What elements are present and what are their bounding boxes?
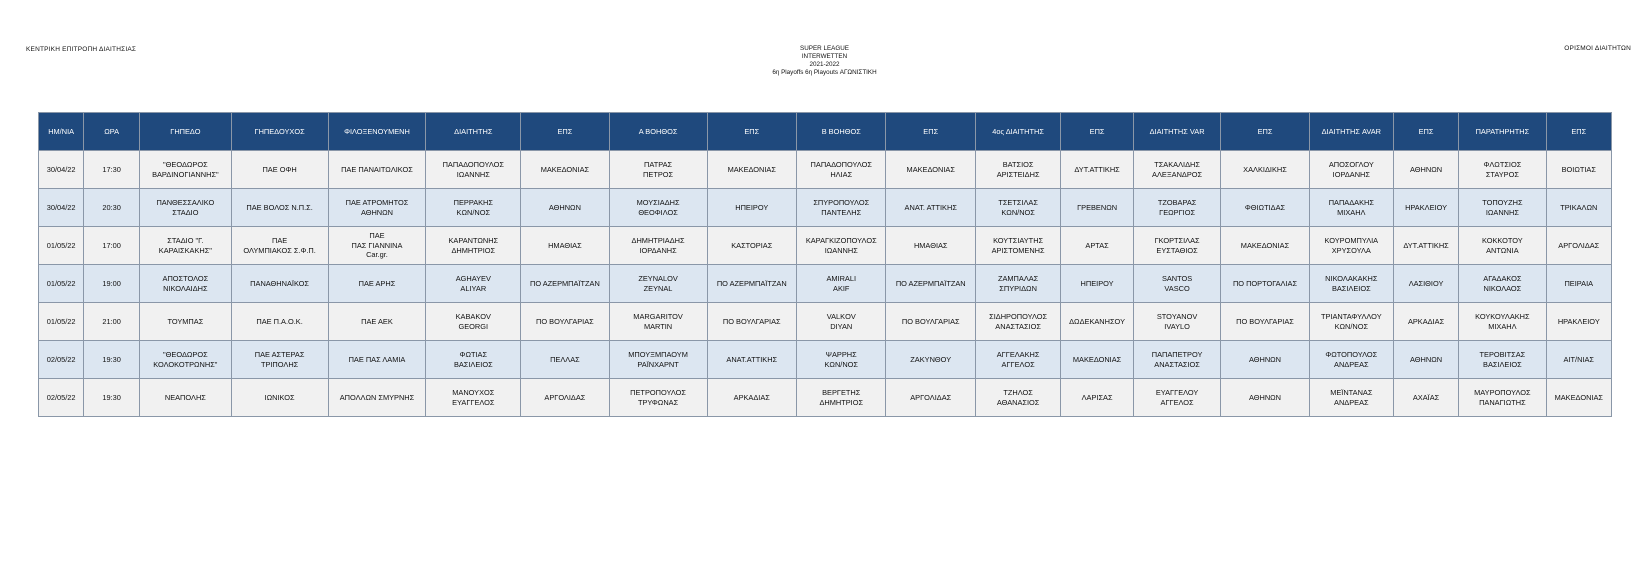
table-body bbox=[39, 151, 1612, 417]
table-cell: ΚΑΣΤΟΡΙΑΣ bbox=[707, 227, 796, 265]
table-cell: ΧΑΛΚΙΔΙΚΗΣ bbox=[1221, 151, 1309, 189]
table-cell: ΗΠΕΙΡΟΥ bbox=[707, 189, 796, 227]
table-cell: ΖΑΜΠΑΛΑΣ ΣΠΥΡΙΔΩΝ bbox=[975, 265, 1060, 303]
table-cell: ΠΕΤΡΟΠΟΥΛΟΣ ΤΡΥΦΩΝΑΣ bbox=[609, 379, 707, 417]
table-cell: ΠΟ ΒΟΥΛΓΑΡΙΑΣ bbox=[1221, 303, 1309, 341]
table-cell: ZEYNALOV ZEYNAL bbox=[609, 265, 707, 303]
table-cell: ΑΘΗΝΩΝ bbox=[1393, 341, 1458, 379]
table-cell: 01/05/22 bbox=[39, 265, 84, 303]
table-cell: ΤΕΡΟΒΙΤΣΑΣ ΒΑΣΙΛΕΙΟΣ bbox=[1459, 341, 1546, 379]
table-cell: ΑΡΚΑΔΙΑΣ bbox=[707, 379, 796, 417]
table-cell: ΗΠΕΙΡΟΥ bbox=[1061, 265, 1134, 303]
table-cell: ΠΑΕ ΒΟΛΟΣ Ν.Π.Σ. bbox=[231, 189, 328, 227]
table-cell: ΠΟ ΑΖΕΡΜΠΑΪΤΖΑΝ bbox=[707, 265, 796, 303]
table-row bbox=[39, 189, 1612, 227]
table-cell: ΗΜΑΘΙΑΣ bbox=[886, 227, 975, 265]
table-cell: ΔΥΤ.ΑΤΤΙΚΗΣ bbox=[1393, 227, 1458, 265]
column-header: ΓΗΠΕΔΟΥΧΟΣ bbox=[231, 113, 328, 151]
table-cell: ΠΑΕ Π.Α.Ο.Κ. bbox=[231, 303, 328, 341]
table-cell: ΦΩΤΙΑΣ ΒΑΣΙΛΕΙΟΣ bbox=[426, 341, 521, 379]
table-cell: ΣΠΥΡΟΠΟΥΛΟΣ ΠΑΝΤΕΛΗΣ bbox=[797, 189, 886, 227]
table-cell: ΠΟ ΑΖΕΡΜΠΑΪΤΖΑΝ bbox=[886, 265, 975, 303]
table-cell: ΓΚΟΡΤΣΙΛΑΣ ΕΥΣΤΑΘΙΟΣ bbox=[1133, 227, 1220, 265]
table-cell: ΤΖΗΛΟΣ ΑΘΑΝΑΣΙΟΣ bbox=[975, 379, 1060, 417]
table-cell: 17:00 bbox=[84, 227, 140, 265]
committee-title: ΚΕΝΤΡΙΚΗ ΕΠΙΤΡΟΠΗ ΔΙΑΙΤΗΣΙΑΣ bbox=[26, 46, 137, 53]
table-cell: ΝΕΑΠΟΛΗΣ bbox=[140, 379, 232, 417]
table-cell: ΑΠΟΣΟΓΛΟΥ ΙΟΡΔΑΝΗΣ bbox=[1309, 151, 1393, 189]
table-cell: ΣΤΑΔΙΟ "Γ. ΚΑΡΑΙΣΚΑΚΗΣ" bbox=[140, 227, 232, 265]
column-header: ΕΠΣ bbox=[1393, 113, 1458, 151]
table-cell: ΤΡΙΑΝΤΑΦΥΛΛΟΥ ΚΩΝ/ΝΟΣ bbox=[1309, 303, 1393, 341]
table-cell: ΤΡΙΚΑΛΩΝ bbox=[1546, 189, 1611, 227]
table-cell: ΚΟΥΤΣΙΑΥΤΗΣ ΑΡΙΣΤΟΜΕΝΗΣ bbox=[975, 227, 1060, 265]
table-cell: 21:00 bbox=[84, 303, 140, 341]
table-row bbox=[39, 341, 1612, 379]
table-cell: ΠΑΕ ΑΤΡΟΜΗΤΟΣ ΑΘΗΝΩΝ bbox=[328, 189, 426, 227]
table-cell: SANTOS VASCO bbox=[1133, 265, 1220, 303]
table-cell: ΠΑΕ ΠΑΣ ΛΑΜΙΑ bbox=[328, 341, 426, 379]
table-cell: ΑΧΑΪΑΣ bbox=[1393, 379, 1458, 417]
table-cell: ΠΟ ΑΖΕΡΜΠΑΪΤΖΑΝ bbox=[521, 265, 609, 303]
table-cell: ΠΑΕ ΠΑΝΑΙΤΩΛΙΚΟΣ bbox=[328, 151, 426, 189]
table-cell: ΔΥΤ.ΑΤΤΙΚΗΣ bbox=[1061, 151, 1134, 189]
table-cell: ΠΑΝΘΕΣΣΑΛΙΚΟ ΣΤΑΔΙΟ bbox=[140, 189, 232, 227]
column-header: ΕΠΣ bbox=[1221, 113, 1309, 151]
table-cell: ΣΙΔΗΡΟΠΟΥΛΟΣ ΑΝΑΣΤΑΣΙΟΣ bbox=[975, 303, 1060, 341]
column-header: Α ΒΟΗΘΟΣ bbox=[609, 113, 707, 151]
table-cell: ΜΑΚΕΔΟΝΙΑΣ bbox=[1546, 379, 1611, 417]
table-cell: ΕΥΑΓΓΕΛΟΥ ΑΓΓΕΛΟΣ bbox=[1133, 379, 1220, 417]
column-header: ΕΠΣ bbox=[707, 113, 796, 151]
table-cell: ΒΑΤΣΙΟΣ ΑΡΙΣΤΕΙΔΗΣ bbox=[975, 151, 1060, 189]
table-cell: ΦΘΙΩΤΙΔΑΣ bbox=[1221, 189, 1309, 227]
column-header: ΕΠΣ bbox=[1061, 113, 1134, 151]
table-cell: ΙΩΝΙΚΟΣ bbox=[231, 379, 328, 417]
table-cell: AGHAYEV ALIYAR bbox=[426, 265, 521, 303]
table-cell: KABAKOV GEORGI bbox=[426, 303, 521, 341]
table-cell: ΠΑΕ ΑΕΚ bbox=[328, 303, 426, 341]
column-header: 4ος ΔΙΑΙΤΗΤΗΣ bbox=[975, 113, 1060, 151]
table-cell: ΠΑΤΡΑΣ ΠΕΤΡΟΣ bbox=[609, 151, 707, 189]
column-header: ΔΙΑΙΤΗΤΗΣ AVAR bbox=[1309, 113, 1393, 151]
column-header: ΕΠΣ bbox=[886, 113, 975, 151]
table-cell: ΠΟ ΒΟΥΛΓΑΡΙΑΣ bbox=[707, 303, 796, 341]
table-cell: 01/05/22 bbox=[39, 303, 84, 341]
table-cell: ΤΣΑΚΑΛΙΔΗΣ ΑΛΕΞΑΝΔΡΟΣ bbox=[1133, 151, 1220, 189]
table-cell: "ΘΕΟΔΩΡΟΣ ΒΑΡΔΙΝΟΓΙΑΝΝΗΣ" bbox=[140, 151, 232, 189]
league-header bbox=[0, 45, 1649, 77]
table-cell: 20:30 bbox=[84, 189, 140, 227]
table-cell: ΜΑΚΕΔΟΝΙΑΣ bbox=[521, 151, 609, 189]
league-name: SUPER LEAGUE bbox=[800, 45, 849, 52]
table-cell: ΤΟΥΜΠΑΣ bbox=[140, 303, 232, 341]
table-cell: ΑΘΗΝΩΝ bbox=[521, 189, 609, 227]
table-cell: ΤΣΕΤΣΙΛΑΣ ΚΩΝ/ΝΟΣ bbox=[975, 189, 1060, 227]
table-cell: ΑΡΤΑΣ bbox=[1061, 227, 1134, 265]
table-cell: ΛΑΣΙΘΙΟΥ bbox=[1393, 265, 1458, 303]
column-header: ΓΗΠΕΔΟ bbox=[140, 113, 232, 151]
document-title: ΟΡΙΣΜΟΙ ΔΙΑΙΤΗΤΩΝ bbox=[1564, 45, 1631, 52]
table-cell: ΔΗΜΗΤΡΙΑΔΗΣ ΙΟΡΔΑΝΗΣ bbox=[609, 227, 707, 265]
table-cell: ΜΠΟΥΞΜΠΑΟΥΜ ΡΑΪΝΧΑΡΝΤ bbox=[609, 341, 707, 379]
table-row bbox=[39, 227, 1612, 265]
column-header: ΠΑΡΑΤΗΡΗΤΗΣ bbox=[1459, 113, 1546, 151]
column-header: ΕΠΣ bbox=[521, 113, 609, 151]
table-cell: ΠΕΡΡΑΚΗΣ ΚΩΝ/ΝΟΣ bbox=[426, 189, 521, 227]
table-cell: 19:00 bbox=[84, 265, 140, 303]
table-cell: ΜΕΪΝΤΑΝΑΣ ΑΝΔΡΕΑΣ bbox=[1309, 379, 1393, 417]
table-cell: MARGARITOV MARTIN bbox=[609, 303, 707, 341]
table-cell: ΑΡΚΑΔΙΑΣ bbox=[1393, 303, 1458, 341]
table-cell: ΚΟΚΚΟΤΟΥ ΑΝΤΩΝΙΑ bbox=[1459, 227, 1546, 265]
table-cell: ΜΑΚΕΔΟΝΙΑΣ bbox=[1221, 227, 1309, 265]
table-cell: ΔΩΔΕΚΑΝΗΣΟΥ bbox=[1061, 303, 1134, 341]
table-cell: ΠΑΠΑΔΑΚΗΣ ΜΙΧΑΗΛ bbox=[1309, 189, 1393, 227]
table-cell: ΠΑΕ ΟΛΥΜΠΙΑΚΟΣ Σ.Φ.Π. bbox=[231, 227, 328, 265]
table-cell: 30/04/22 bbox=[39, 151, 84, 189]
table-cell: ΝΙΚΟΛΑΚΑΚΗΣ ΒΑΣΙΛΕΙΟΣ bbox=[1309, 265, 1393, 303]
table-cell: ΑΡΓΟΛΙΔΑΣ bbox=[1546, 227, 1611, 265]
table-cell: ΜΑΥΡΟΠΟΥΛΟΣ ΠΑΝΑΓΙΩΤΗΣ bbox=[1459, 379, 1546, 417]
table-cell: ΑΝΑΤ.ΑΤΤΙΚΗΣ bbox=[707, 341, 796, 379]
table-cell: ΦΛΩΤΣΙΟΣ ΣΤΑΥΡΟΣ bbox=[1459, 151, 1546, 189]
table-cell: ΑΙΤ/ΝΙΑΣ bbox=[1546, 341, 1611, 379]
table-cell: ΑΝΑΤ. ΑΤΤΙΚΗΣ bbox=[886, 189, 975, 227]
column-header: ΦΙΛΟΞΕΝΟΥΜΕΝΗ bbox=[328, 113, 426, 151]
table-cell: ΠΑΠΑΔΟΠΟΥΛΟΣ ΙΩΑΝΝΗΣ bbox=[426, 151, 521, 189]
table-cell: ΨΑΡΡΗΣ ΚΩΝ/ΝΟΣ bbox=[797, 341, 886, 379]
table-cell: ΒΕΡΓΕΤΗΣ ΔΗΜΗΤΡΙΟΣ bbox=[797, 379, 886, 417]
table-cell: ΠΑΕ ΠΑΣ ΓΙΑΝΝΙΝΑ Car.gr. bbox=[328, 227, 426, 265]
table-header-row bbox=[39, 113, 1612, 151]
table-cell: ΑΡΓΟΛΙΔΑΣ bbox=[521, 379, 609, 417]
table-cell: 19:30 bbox=[84, 341, 140, 379]
table-cell: 30/04/22 bbox=[39, 189, 84, 227]
table-cell: 19:30 bbox=[84, 379, 140, 417]
table-cell: ΗΡΑΚΛΕΙΟΥ bbox=[1393, 189, 1458, 227]
table-row bbox=[39, 265, 1612, 303]
table-cell: ΑΘΗΝΩΝ bbox=[1393, 151, 1458, 189]
table-cell: ΠΑΝΑΘΗΝΑΪΚΟΣ bbox=[231, 265, 328, 303]
table-cell: ΜΑΚΕΔΟΝΙΑΣ bbox=[1061, 341, 1134, 379]
table-cell: "ΘΕΟΔΩΡΟΣ ΚΟΛΟΚΟΤΡΩΝΗΣ" bbox=[140, 341, 232, 379]
table-cell: 02/05/22 bbox=[39, 379, 84, 417]
table-cell: ΠΑΠΑΠΕΤΡΟΥ ΑΝΑΣΤΑΣΙΟΣ bbox=[1133, 341, 1220, 379]
table-cell: ΜΑΚΕΔΟΝΙΑΣ bbox=[886, 151, 975, 189]
table-cell: ΠΟ ΒΟΥΛΓΑΡΙΑΣ bbox=[886, 303, 975, 341]
table-cell: ΓΡΕΒΕΝΩΝ bbox=[1061, 189, 1134, 227]
table-cell: AMIRALI AKIF bbox=[797, 265, 886, 303]
table-cell: ΤΖΟΒΑΡΑΣ ΓΕΩΡΓΙΟΣ bbox=[1133, 189, 1220, 227]
table-cell: VALKOV DIYAN bbox=[797, 303, 886, 341]
table-cell: ΦΩΤΟΠΟΥΛΟΣ ΑΝΔΡΕΑΣ bbox=[1309, 341, 1393, 379]
season: 2021-2022 bbox=[809, 61, 840, 68]
table-cell: 01/05/22 bbox=[39, 227, 84, 265]
column-header: Β ΒΟΗΘΟΣ bbox=[797, 113, 886, 151]
table-cell: ΠΑΕ ΟΦΗ bbox=[231, 151, 328, 189]
table-cell: ΜΑΝΟΥΧΟΣ ΕΥΑΓΓΕΛΟΣ bbox=[426, 379, 521, 417]
table-row bbox=[39, 151, 1612, 189]
table-cell: ΠΕΙΡΑΙΑ bbox=[1546, 265, 1611, 303]
table-cell: ΚΑΡΑΝΤΩΝΗΣ ΔΗΜΗΤΡΙΟΣ bbox=[426, 227, 521, 265]
table-row bbox=[39, 379, 1612, 417]
table-cell: ΑΡΓΟΛΙΔΑΣ bbox=[886, 379, 975, 417]
table-cell: ΚΑΡΑΓΚΙΖΟΠΟΥΛΟΣ ΙΩΑΝΝΗΣ bbox=[797, 227, 886, 265]
column-header: ΗΜ/ΝΙΑ bbox=[39, 113, 84, 151]
table-cell: ΤΟΠΟΥΖΗΣ ΙΩΑΝΝΗΣ bbox=[1459, 189, 1546, 227]
sponsor-name: INTERWETTEN bbox=[801, 53, 848, 60]
table-cell: 17:30 bbox=[84, 151, 140, 189]
table-cell: ΠΑΕ ΑΣΤΕΡΑΣ ΤΡΙΠΟΛΗΣ bbox=[231, 341, 328, 379]
column-header: ΕΠΣ bbox=[1546, 113, 1611, 151]
table-cell: ΚΟΥΡΟΜΠΥΛΙΑ ΧΡΥΣΟΥΛΑ bbox=[1309, 227, 1393, 265]
table-cell: ΠΕΛΛΑΣ bbox=[521, 341, 609, 379]
column-header: ΩΡΑ bbox=[84, 113, 140, 151]
table-cell: ΜΑΚΕΔΟΝΙΑΣ bbox=[707, 151, 796, 189]
table-cell: ΖΑΚΥΝΘΟΥ bbox=[886, 341, 975, 379]
table-cell: 02/05/22 bbox=[39, 341, 84, 379]
table-cell: ΠΟ ΠΟΡΤΟΓΑΛΙΑΣ bbox=[1221, 265, 1309, 303]
table-cell: ΠΑΕ ΑΡΗΣ bbox=[328, 265, 426, 303]
table-cell: ΑΠΟΛΛΩΝ ΣΜΥΡΝΗΣ bbox=[328, 379, 426, 417]
matchday: 6η Playoffs 6η Playouts ΑΓΩΝΙΣΤΙΚΗ bbox=[772, 69, 877, 76]
table-cell: ΑΓΓΕΛΑΚΗΣ ΑΓΓΕΛΟΣ bbox=[975, 341, 1060, 379]
table-cell: ΠΟ ΒΟΥΛΓΑΡΙΑΣ bbox=[521, 303, 609, 341]
table-cell: ΠΑΠΑΔΟΠΟΥΛΟΣ ΗΛΙΑΣ bbox=[797, 151, 886, 189]
table-cell: ΚΟΥΚΟΥΛΑΚΗΣ ΜΙΧΑΗΛ bbox=[1459, 303, 1546, 341]
referee-assignments-table bbox=[38, 112, 1612, 417]
table-row bbox=[39, 303, 1612, 341]
table-cell: ΑΠΟΣΤΟΛΟΣ ΝΙΚΟΛΑΙΔΗΣ bbox=[140, 265, 232, 303]
table-cell: ΑΘΗΝΩΝ bbox=[1221, 341, 1309, 379]
table-cell: ΒΟΙΩΤΙΑΣ bbox=[1546, 151, 1611, 189]
column-header: ΔΙΑΙΤΗΤΗΣ bbox=[426, 113, 521, 151]
table-cell: ΑΓΑΔΑΚΟΣ ΝΙΚΟΛΑΟΣ bbox=[1459, 265, 1546, 303]
table-cell: ΑΘΗΝΩΝ bbox=[1221, 379, 1309, 417]
table-cell: ΜΟΥΣΙΑΔΗΣ ΘΕΟΦΙΛΟΣ bbox=[609, 189, 707, 227]
table-cell: ΗΜΑΘΙΑΣ bbox=[521, 227, 609, 265]
table-cell: ΗΡΑΚΛΕΙΟΥ bbox=[1546, 303, 1611, 341]
table-cell: ΛΑΡΙΣΑΣ bbox=[1061, 379, 1134, 417]
table-cell: STOYANOV IVAYLO bbox=[1133, 303, 1220, 341]
column-header: ΔΙΑΙΤΗΤΗΣ VAR bbox=[1133, 113, 1220, 151]
